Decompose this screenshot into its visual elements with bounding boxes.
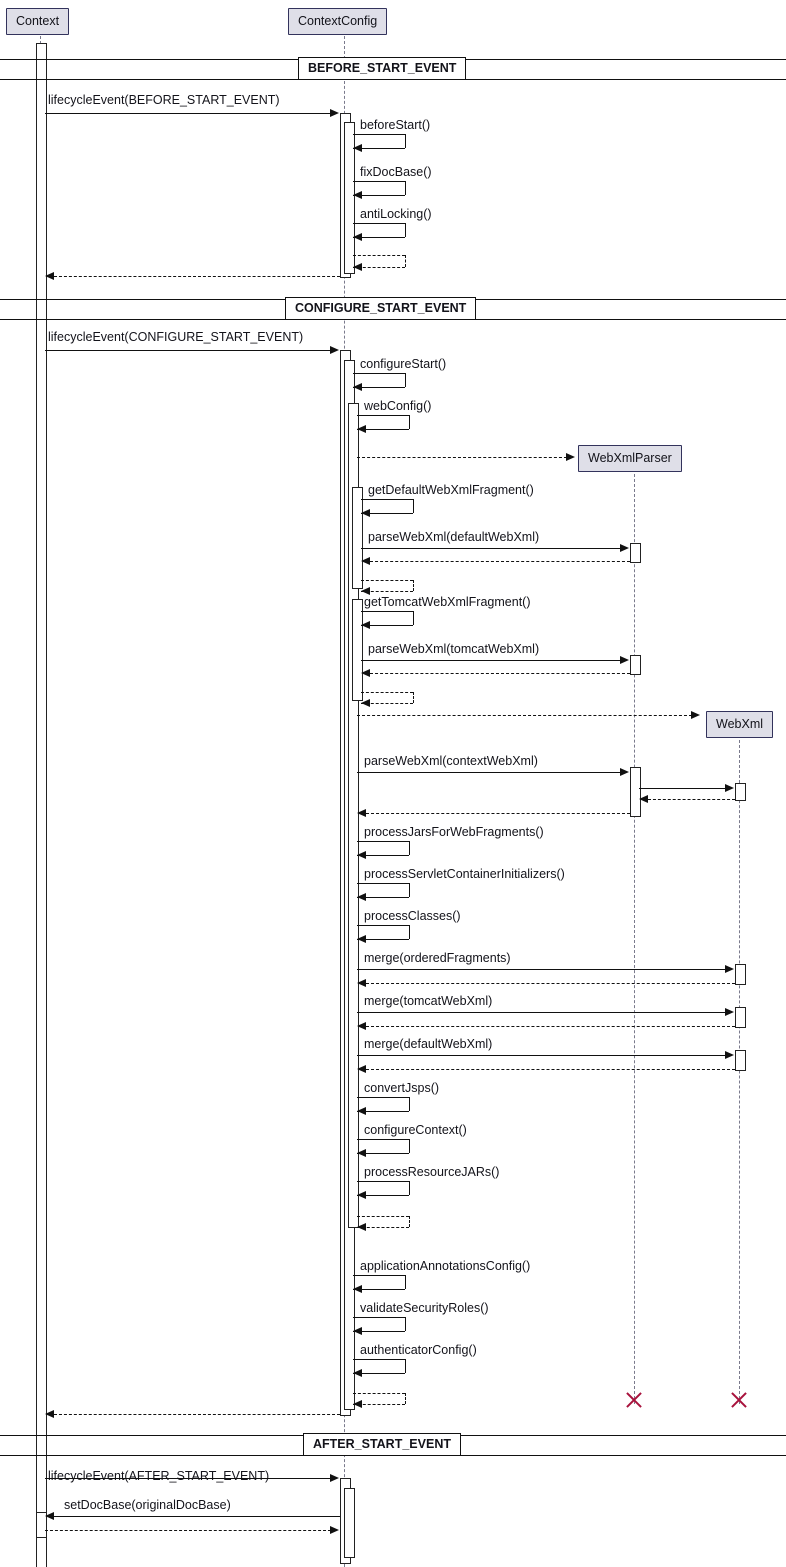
- selfarrow-processresourcejars: [357, 1191, 366, 1199]
- message-label-processjarsforwebfragments: processJarsForWebFragments(): [364, 825, 544, 839]
- message-label-applicationannotationsconfig: applicationAnnotationsConfig(): [360, 1259, 531, 1273]
- selfline-authenticator-top: [353, 1359, 405, 1360]
- separator-after-start-event: AFTER_START_EVENT: [303, 1433, 461, 1456]
- returnline-parsewebxml-default: [370, 561, 630, 562]
- activation-webxmlparser-tomcat: [630, 655, 641, 675]
- activation-webxml-parse: [735, 783, 746, 801]
- selfline-configurecontext-right: [409, 1139, 410, 1153]
- selfline-fixdocbase-right: [405, 181, 406, 195]
- selfarrow-fixdocbase: [353, 191, 362, 199]
- activation-contextconfig-getdefault: [352, 487, 363, 589]
- activation-webxmlparser-context: [630, 767, 641, 817]
- message-line-merge-orderedfragments: [357, 969, 726, 970]
- selfline-webconfig-top: [357, 415, 409, 416]
- createarrow-webxmlparser: [566, 453, 575, 461]
- selfreturn-configurestart-top: [353, 1393, 405, 1394]
- selfline-antilocking-right: [405, 223, 406, 237]
- returnline-parsewebxml-context: [366, 813, 630, 814]
- selfline-processresourcejars-top: [357, 1181, 409, 1182]
- selfarrow-gettomcat: [361, 621, 370, 629]
- activation-webxml-merge1: [735, 964, 746, 985]
- selfline-configurecontext-top: [357, 1139, 409, 1140]
- activation-webxmlparser-default: [630, 543, 641, 563]
- selfreturn-beforestart-right: [405, 255, 406, 267]
- selfline-processresourcejars-right: [409, 1181, 410, 1195]
- selfarrow-processjars: [357, 851, 366, 859]
- message-arrow-merge-defaultwebxml: [725, 1051, 734, 1059]
- selfline-convertjsps-right: [409, 1097, 410, 1111]
- message-arrow-lifecycle-configure: [330, 346, 339, 354]
- message-label-antilocking: antiLocking(): [360, 207, 432, 221]
- selfreturn-arrow-beforestart: [353, 263, 362, 271]
- lifeline-webxml: [739, 740, 740, 1404]
- message-label-setdocbase: setDocBase(originalDocBase): [64, 1498, 231, 1512]
- returnline-webxml-to-parser: [648, 799, 735, 800]
- message-label-fixdocbase: fixDocBase(): [360, 165, 432, 179]
- returnarrow-configure-start: [45, 1410, 54, 1418]
- message-label-parsewebxml-context: parseWebXml(contextWebXml): [364, 754, 538, 768]
- selfline-beforestart-top: [353, 134, 405, 135]
- message-arrow-parsewebxml-default: [620, 544, 629, 552]
- selfline-fixdocbase-top: [353, 181, 405, 182]
- returnline-setdocbase: [45, 1530, 331, 1531]
- selfline-convertjsps-top: [357, 1097, 409, 1098]
- message-arrow-merge-orderedfragments: [725, 965, 734, 973]
- message-line-lifecycle-configure: [45, 350, 331, 351]
- message-line-merge-tomcatwebxml: [357, 1012, 726, 1013]
- selfline-webconfig-right: [409, 415, 410, 429]
- message-label-processclasses: processClasses(): [364, 909, 461, 923]
- message-arrow-lifecycle-after: [330, 1474, 339, 1482]
- returnarrow-parsewebxml-context: [357, 809, 366, 817]
- selfreturn-beforestart-top: [353, 255, 405, 256]
- message-line-merge-defaultwebxml: [357, 1055, 726, 1056]
- selfreturn-arrow-gettomcat: [361, 699, 370, 707]
- message-line-lifecycle-after: [45, 1478, 331, 1479]
- selfline-processsci-right: [409, 883, 410, 897]
- selfline-validatesecurity-top: [353, 1317, 405, 1318]
- message-label-processservletcontainerinitializers: processServletContainerInitializers(): [364, 867, 565, 881]
- activation-contextconfig-after-inner: [344, 1488, 355, 1558]
- selfline-processclasses-right: [409, 925, 410, 939]
- selfline-appannot-right: [405, 1275, 406, 1289]
- selfline-gettomcat-right: [413, 611, 414, 625]
- destroy-webxml-icon: [729, 1390, 749, 1410]
- selfline-processsci-top: [357, 883, 409, 884]
- message-label-merge-tomcatwebxml: merge(tomcatWebXml): [364, 994, 493, 1008]
- message-label-parsewebxml-default: parseWebXml(defaultWebXml): [368, 530, 540, 544]
- message-label-lifecycle-after: lifecycleEvent(AFTER_START_EVENT): [48, 1469, 270, 1483]
- selfarrow-webconfig: [357, 425, 366, 433]
- selfreturn-gettomcat-top: [361, 692, 413, 693]
- selfline-configurestart-top: [353, 373, 405, 374]
- returnarrow-webxml-to-parser: [639, 795, 648, 803]
- selfline-appannot-top: [353, 1275, 405, 1276]
- selfarrow-configurecontext: [357, 1149, 366, 1157]
- selfline-processclasses-top: [357, 925, 409, 926]
- message-label-getdefaultwebxmlfragment: getDefaultWebXmlFragment(): [368, 483, 534, 497]
- selfarrow-authenticator: [353, 1369, 362, 1377]
- participant-contextconfig[interactable]: ContextConfig: [288, 8, 387, 35]
- selfreturn-getdefault-top: [361, 580, 413, 581]
- selfreturn-arrow-getdefault: [361, 587, 370, 595]
- selfarrow-processclasses: [357, 935, 366, 943]
- selfreturn-webconfig-right: [409, 1216, 410, 1227]
- message-arrow-parsewebxml-tomcat: [620, 656, 629, 664]
- lifeline-webxmlparser: [634, 474, 635, 1404]
- message-label-webconfig: webConfig(): [364, 399, 432, 413]
- message-label-configurecontext: configureContext(): [364, 1123, 467, 1137]
- message-arrow-parsewebxml-context: [620, 768, 629, 776]
- returnarrow-setdocbase: [330, 1526, 339, 1534]
- selfarrow-convertjsps: [357, 1107, 366, 1115]
- returnarrow-merge-tomcatwebxml: [357, 1022, 366, 1030]
- separator-before-start-event: BEFORE_START_EVENT: [298, 57, 466, 80]
- createline-webxml: [357, 715, 692, 716]
- selfreturn-gettomcat-right: [413, 692, 414, 703]
- message-label-merge-defaultwebxml: merge(defaultWebXml): [364, 1037, 493, 1051]
- selfline-getdefault-top: [361, 499, 413, 500]
- selfarrow-configurestart: [353, 383, 362, 391]
- message-line-parser-to-webxml: [639, 788, 726, 789]
- returnarrow-parsewebxml-tomcat: [361, 669, 370, 677]
- message-line-parsewebxml-context: [357, 772, 621, 773]
- selfline-processjars-top: [357, 841, 409, 842]
- selfreturn-webconfig-top: [357, 1216, 409, 1217]
- selfarrow-appannot: [353, 1285, 362, 1293]
- separator-configure-start-event: CONFIGURE_START_EVENT: [285, 297, 476, 320]
- returnarrow-merge-defaultwebxml: [357, 1065, 366, 1073]
- returnarrow-before-start: [45, 272, 54, 280]
- selfarrow-getdefault: [361, 509, 370, 517]
- message-arrow-setdocbase: [45, 1512, 54, 1520]
- selfreturn-getdefault-right: [413, 580, 414, 591]
- activation-webxml-merge3: [735, 1050, 746, 1071]
- message-label-authenticatorconfig: authenticatorConfig(): [360, 1343, 477, 1357]
- participant-webxmlparser[interactable]: WebXmlParser: [578, 445, 682, 472]
- message-label-beforestart: beforeStart(): [360, 118, 431, 132]
- returnline-configure-start: [54, 1414, 340, 1415]
- destroy-webxmlparser-icon: [624, 1390, 644, 1410]
- returnarrow-parsewebxml-default: [361, 557, 370, 565]
- message-line-parsewebxml-default: [361, 548, 621, 549]
- selfarrow-beforestart: [353, 144, 362, 152]
- returnline-merge-tomcatwebxml: [366, 1026, 735, 1027]
- message-label-convertjsps: convertJsps(): [364, 1081, 440, 1095]
- message-arrow-parser-to-webxml: [725, 784, 734, 792]
- selfarrow-antilocking: [353, 233, 362, 241]
- message-arrow-lifecycle-before: [330, 109, 339, 117]
- selfreturn-configurestart-right: [405, 1393, 406, 1404]
- returnline-merge-defaultwebxml: [366, 1069, 735, 1070]
- returnarrow-merge-orderedfragments: [357, 979, 366, 987]
- selfline-beforestart-right: [405, 134, 406, 148]
- activation-contextconfig-gettomcat: [352, 599, 363, 701]
- message-label-merge-orderedfragments: merge(orderedFragments): [364, 951, 511, 965]
- returnline-before-start: [54, 276, 340, 277]
- selfline-authenticator-right: [405, 1359, 406, 1373]
- selfline-gettomcat-top: [361, 611, 413, 612]
- participant-context[interactable]: Context: [6, 8, 69, 35]
- selfarrow-validatesecurity: [353, 1327, 362, 1335]
- returnline-merge-orderedfragments: [366, 983, 735, 984]
- message-line-parsewebxml-tomcat: [361, 660, 621, 661]
- selfline-antilocking-top: [353, 223, 405, 224]
- selfarrow-processsci: [357, 893, 366, 901]
- message-label-lifecycle-before: lifecycleEvent(BEFORE_START_EVENT): [48, 93, 280, 107]
- message-label-gettomcatwebxmlfragment: getTomcatWebXmlFragment(): [364, 595, 531, 609]
- selfline-configurestart-right: [405, 373, 406, 387]
- createline-webxmlparser: [357, 457, 567, 458]
- message-label-processresourcejars: processResourceJARs(): [364, 1165, 500, 1179]
- message-line-lifecycle-before: [45, 113, 331, 114]
- createarrow-webxml: [691, 711, 700, 719]
- message-label-parsewebxml-tomcat: parseWebXml(tomcatWebXml): [368, 642, 540, 656]
- message-arrow-merge-tomcatwebxml: [725, 1008, 734, 1016]
- returnline-parsewebxml-tomcat: [370, 673, 630, 674]
- selfreturn-arrow-configurestart: [353, 1400, 362, 1408]
- message-label-lifecycle-configure: lifecycleEvent(CONFIGURE_START_EVENT): [48, 330, 304, 344]
- selfreturn-arrow-webconfig: [357, 1223, 366, 1231]
- participant-webxml[interactable]: WebXml: [706, 711, 773, 738]
- message-label-validatesecurityroles: validateSecurityRoles(): [360, 1301, 489, 1315]
- activation-webxml-merge2: [735, 1007, 746, 1028]
- selfline-processjars-right: [409, 841, 410, 855]
- selfline-validatesecurity-right: [405, 1317, 406, 1331]
- selfline-getdefault-right: [413, 499, 414, 513]
- message-line-setdocbase: [54, 1516, 340, 1517]
- message-label-configurestart: configureStart(): [360, 357, 447, 371]
